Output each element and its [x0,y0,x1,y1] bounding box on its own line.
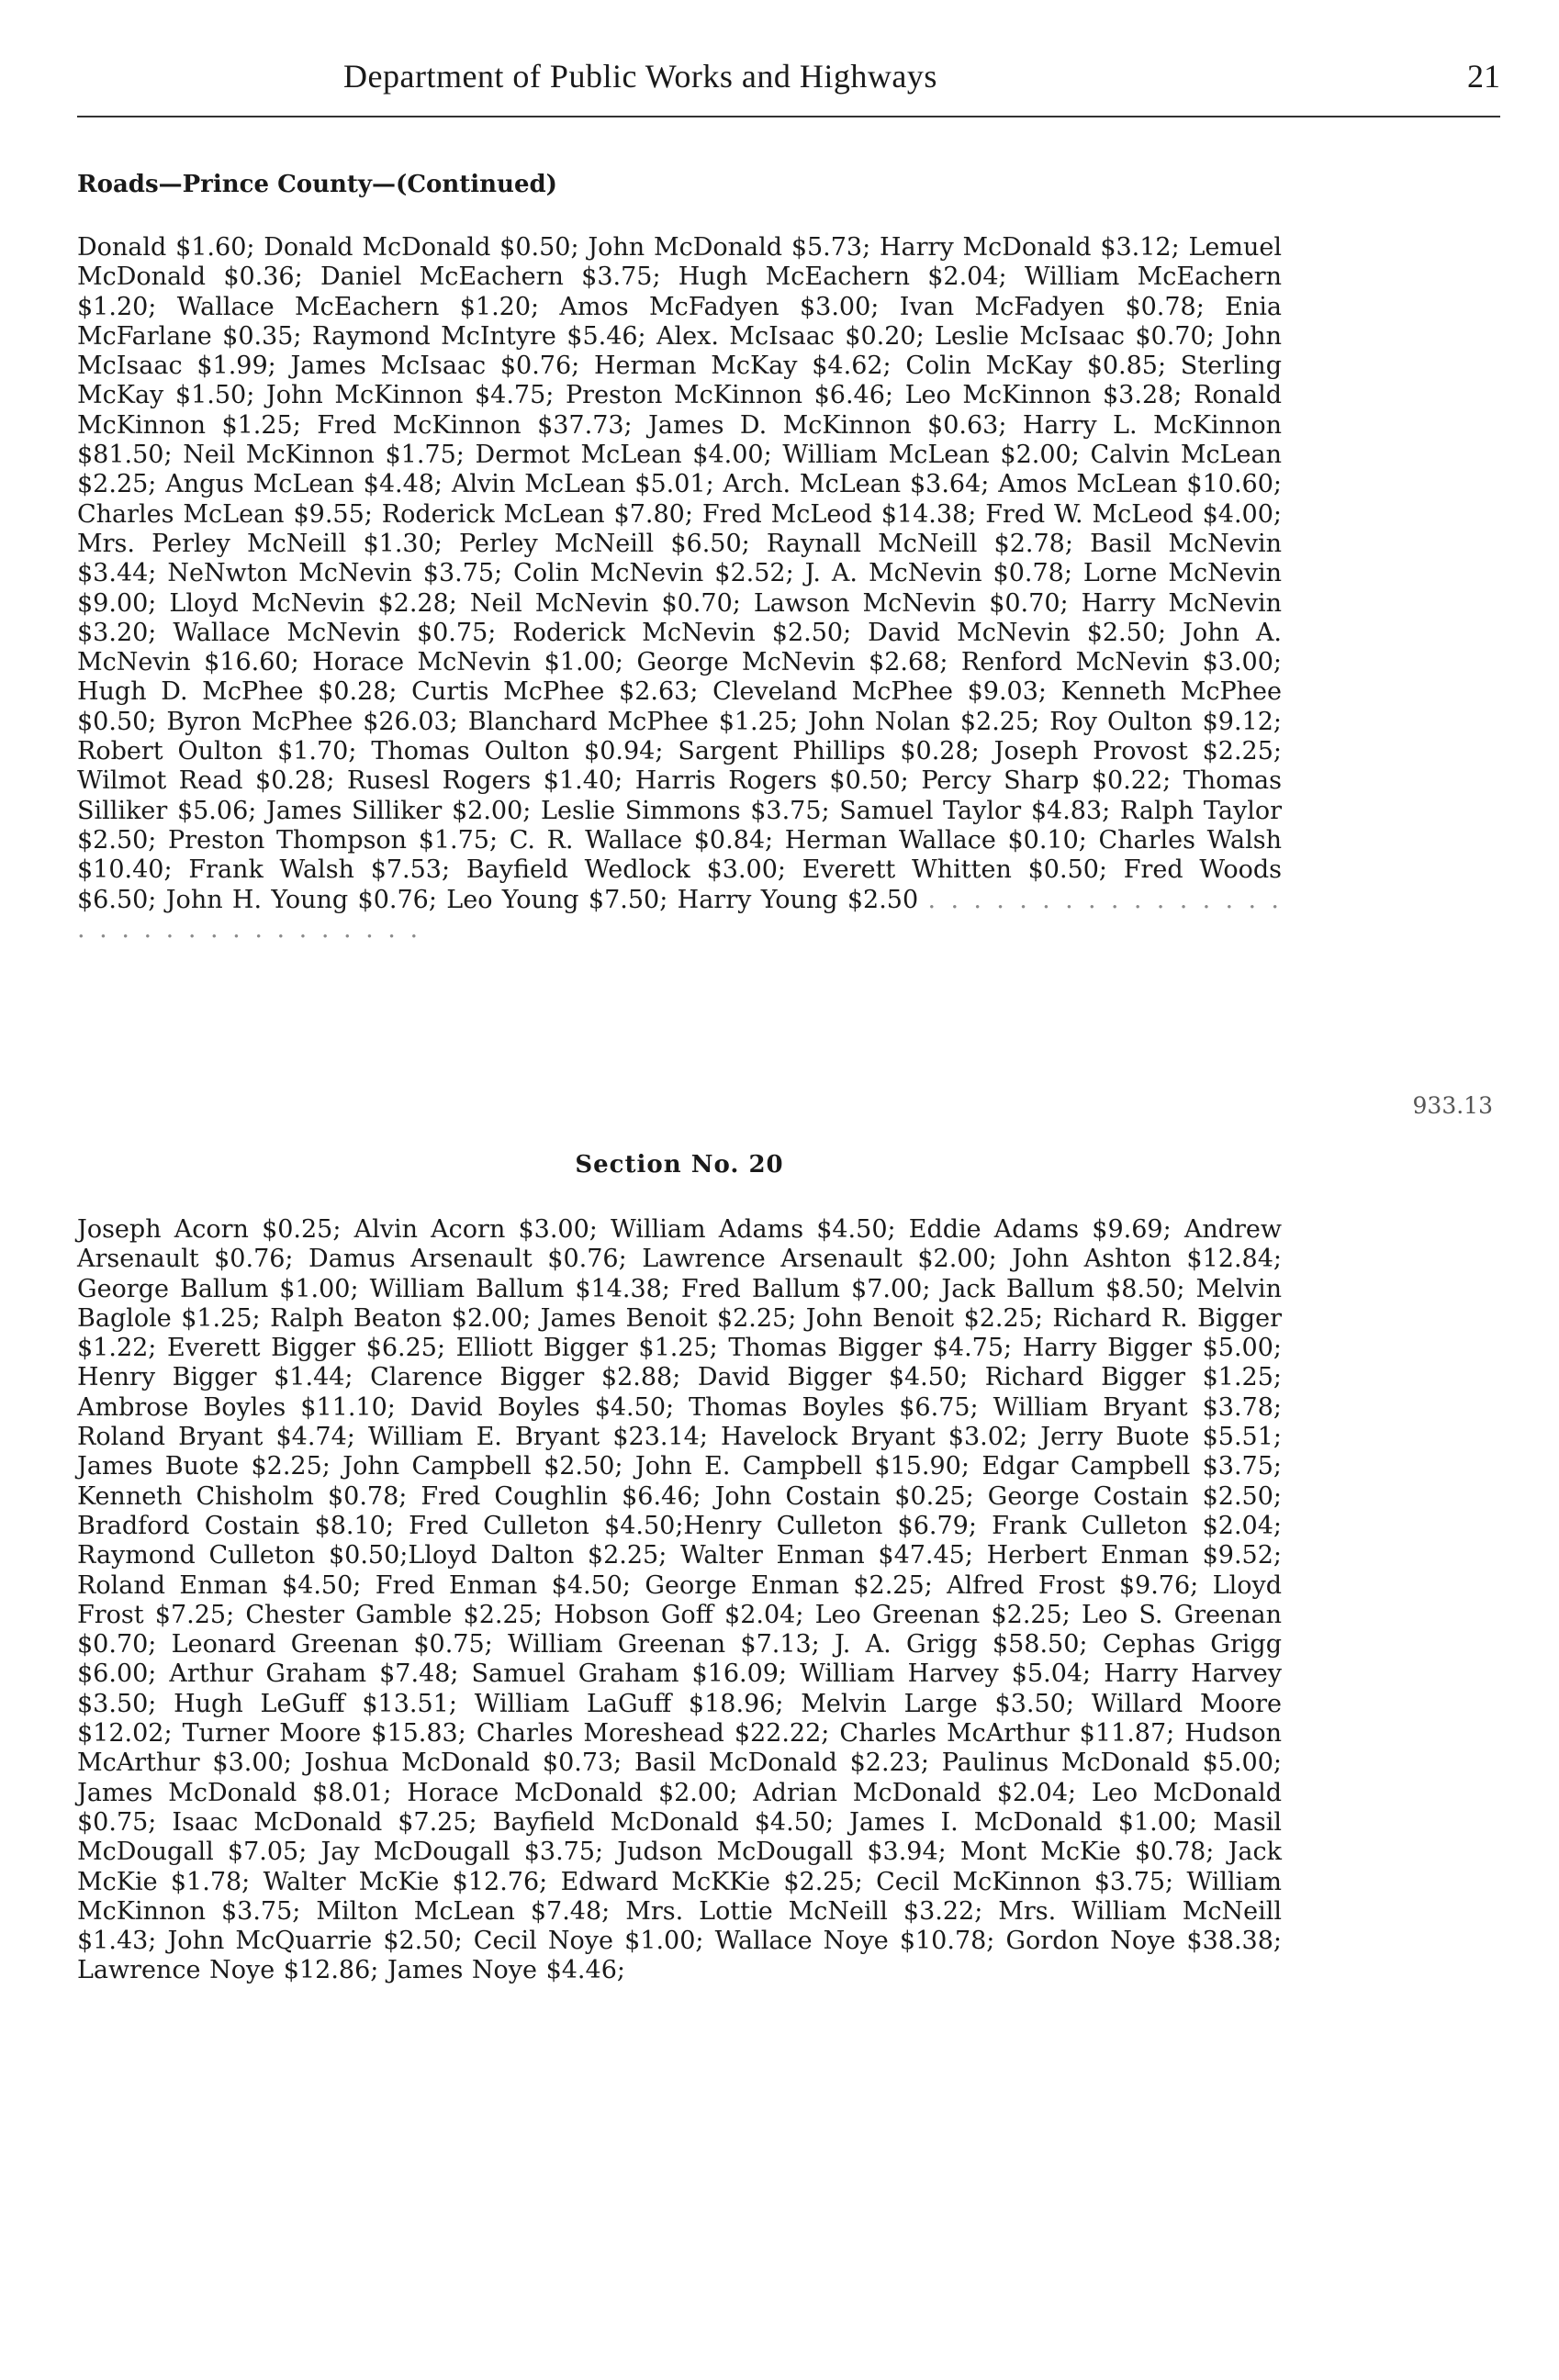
running-title: Department of Public Works and Highways [343,58,937,95]
section-subheading: Roads—Prince County—(Continued) [77,171,557,198]
payment-list-continued [77,233,1282,944]
payment-list-section-20 [77,1215,1282,1986]
running-header [77,57,1500,112]
section-heading: Section No. 20 [575,1151,784,1179]
dot-leader: . . . . . . . . . . . . . . . . . . . . . . . . . . . . . . . . [77,885,1282,944]
section-total: 933.13 [1412,1092,1493,1119]
payment-list-text: Joseph Acorn $0.25; Alvin Acorn $3.00; William Adams $4.50; Eddie Adams $9.69; Andrew Arsenault $0.76; Damus Arsenault $0.76; Lawrence Arsenault $2.00; John Ashton $12.84; George Ballum $1.00; William Ballum $14.38; Fred Ballum $7.00; Jack Ballum $8.50; Melvin Baglole $1.25; Ralph Beaton $2.00; James Benoit $2.25; John Benoit $2.25; Richard R. Bigger $1.22; Everett Bigger $6.25; Elliott Bigger $1.25; Thomas Bigger $4.75; Harry Bigger $5.00; Henry Bigger $1.44; Clarence Bigger $2.88; David Bigger $4.50; Richard Bigger $1.25; Ambrose Boyles $11.10; David Boyles $4.50; Thomas Boyles $6.75; William Bryant $3.78; Roland Bryant $4.74; William E. Bryant $23.14; Havelock Bryant $3.02; Jerry Buote $5.51; James Buote $2.25; John Campbell $2.50; John E. Campbell $15.90; Edgar Campbell $3.75; Kenneth Chisholm $0.78; Fred Coughlin $6.46; John Costain $0.25; George Costain $2.50; Bradford Costain $8.10; Fred Culleton $4.50;Henry Culleton $6.79; Frank Culleton $2.04; Raymond Culleton $0.50;Lloyd Dalton $2.25; Walter Enman $47.45; Herbert Enman $9.52; Roland Enman $4.50; Fred Enman $4.50; George Enman $2.25; Alfred Frost $9.76; Lloyd Frost $7.25; Chester Gamble $2.25; Hobson Goff $2.04; Leo Greenan $2.25; Leo S. Greenan $0.70; Leonard Greenan $0.75; William Greenan $7.13; J. A. Grigg $58.50; Cephas Grigg $6.00; Arthur Graham $7.48; Samuel Graham $16.09; William Harvey $5.04; Harry Harvey $3.50; Hugh LeGuff $13.51; William LaGuff $18.96; Melvin Large $3.50; Willard Moore $12.02; Turner Moore $15.83; Charles Moreshead $22.22; Charles McArthur $11.87; Hudson McArthur $3.00; Joshua McDonald $0.73; Basil McDonald $2.23; Paulinus McDonald $5.00; James McDonald $8.01; Horace McDonald $2.00; Adrian McDonald $2.04; Leo McDonald $0.75; Isaac McDonald $7.25; Bayfield McDonald $4.50; James I. McDonald $1.00; Masil McDougall $7.05; Jay McDougall $3.75; Judson McDougall $3.94; Mont McKie $0.78; Jack McKie $1.78; Walter McKie $12.76; Edward McKKie $2.25; Cecil McKinnon $3.75; William McKinnon $3.75; Milton McLean $7.48; Mrs. Lottie McNeill $3.22; Mrs. William McNeill $1.43; John McQuarrie $2.50; Cecil Noye $1.00; Wallace Noye $10.78; Gordon Noye $38.38; Lawrence Noye $12.86; James Noye $4.46; [77,1215,1282,1985]
header-rule [77,116,1500,117]
page-number: 21 [1467,58,1500,95]
payment-list-text: Donald $1.60; Donald McDonald $0.50; John McDonald $5.73; Harry McDonald $3.12; Lemuel McDonald $0.36; Daniel McEachern $3.75; Hugh McEachern $2.04; William McEachern $1.20; Wallace McEachern $1.20; Amos McFadyen $3.00; Ivan McFadyen $0.78; Enia McFarlane $0.35; Raymond McIntyre $5.46; Alex. McIsaac $0.20; Leslie McIsaac $0.70; John McIsaac $1.99; James McIsaac $0.76; Herman McKay $4.62; Colin McKay $0.85; Sterling McKay $1.50; John McKinnon $4.75; Preston McKinnon $6.46; Leo McKinnon $3.28; Ronald McKinnon $1.25; Fred McKinnon $37.73; James D. McKinnon $0.63; Harry L. McKinnon $81.50; Neil McKinnon $1.75; Dermot McLean $4.00; William McLean $2.00; Calvin McLean $2.25; Angus McLean $4.48; Alvin McLean $5.01; Arch. McLean $3.64; Amos McLean $10.60; Charles McLean $9.55; Roderick McLean $7.80; Fred McLeod $14.38; Fred W. McLeod $4.00; Mrs. Perley McNeill $1.30; Perley McNeill $6.50; Raynall McNeill $2.78; Basil McNevin $3.44; NeNwton McNevin $3.75; Colin McNevin $2.52; J. A. McNevin $0.78; Lorne McNevin $9.00; Lloyd McNevin $2.28; Neil McNevin $0.70; Lawson McNevin $0.70; Harry McNevin $3.20; Wallace McNevin $0.75; Roderick McNevin $2.50; David McNevin $2.50; John A. McNevin $16.60; Horace McNevin $1.00; George McNevin $2.68; Renford McNevin $3.00; Hugh D. McPhee $0.28; Curtis McPhee $2.63; Cleveland McPhee $9.03; Kenneth McPhee $0.50; Byron McPhee $26.03; Blanchard McPhee $1.25; John Nolan $2.25; Roy Oulton $9.12; Robert Oulton $1.70; Thomas Oulton $0.94; Sargent Phillips $0.28; Joseph Provost $2.25; Wilmot Read $0.28; Rusesl Rogers $1.40; Harris Rogers $0.50; Percy Sharp $0.22; Thomas Silliker $5.06; James Silliker $2.00; Leslie Simmons $3.75; Samuel Taylor $4.83; Ralph Taylor $2.50; Preston Thompson $1.75; C. R. Wallace $0.84; Herman Wallace $0.10; Charles Walsh $10.40; Frank Walsh $7.53; Bayfield Wedlock $3.00; Everett Whitten $0.50; Fred Woods $6.50; John H. Young $0.76; Leo Young $7.50; Harry Young $2.50 [77,233,1282,914]
